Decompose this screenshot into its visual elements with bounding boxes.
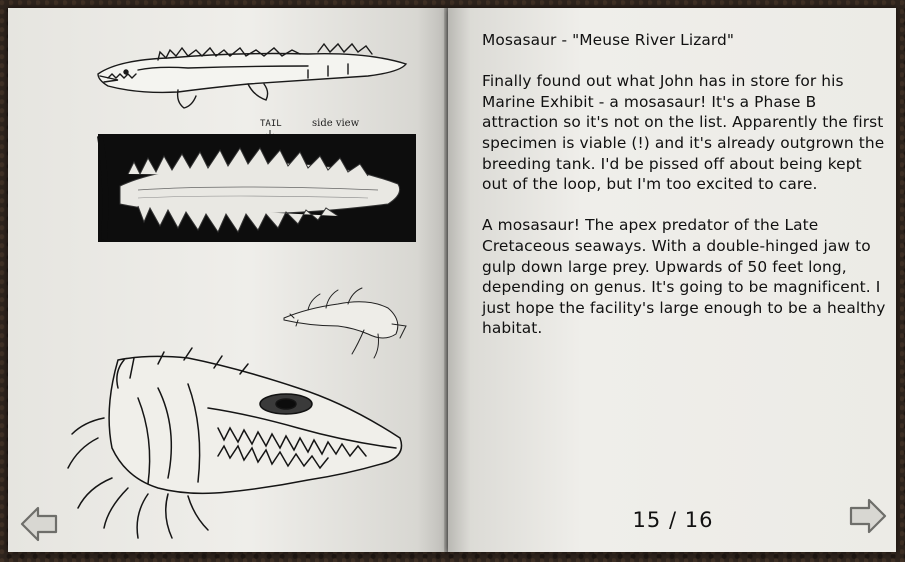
mosasaur-skull-sketch [68, 348, 402, 538]
small-creature-sketch [284, 288, 406, 358]
side-view-label: side view [312, 118, 360, 129]
entry-title: Mosasaur - "Meuse River Lizard" [482, 31, 735, 49]
entry-paragraph-1: Finally found out what John has in store for his Marine Exhibit - a mosasaur! It's a Phase B attraction so it's not on the list. Apparently the first specimen is viable (!) and it's already outgrown the breeding tank. I'd be pissed off about being kept out of the loop, but I'm too excited to care. [482, 72, 885, 194]
tail-label: TAIL [260, 119, 282, 129]
next-page-button[interactable] [845, 494, 889, 538]
entry-paragraph-2: A mosasaur! The apex predator of the Late Cretaceous seaways. With a double-hinged jaw to gulp down large prey. Upwards of 50 feet long, depending on genus. It's going to be magnificent. I just hope the facility's large enough to be a healthy habitat. [482, 216, 886, 338]
tail-side-view-sketch [98, 118, 416, 242]
right-arrow-icon [845, 494, 889, 538]
mosasaur-full-body-sketch [98, 44, 406, 108]
mosasaur-sketches [8, 8, 448, 552]
total-page-number: 16 [684, 508, 714, 532]
left-page [8, 8, 448, 552]
page-counter [628, 508, 718, 532]
right-page [448, 8, 896, 552]
current-page-number: 15 [632, 508, 662, 532]
page-separator: / [668, 508, 678, 532]
previous-page-button[interactable] [18, 502, 62, 546]
left-arrow-icon [18, 502, 62, 546]
journal-entry [482, 30, 892, 360]
